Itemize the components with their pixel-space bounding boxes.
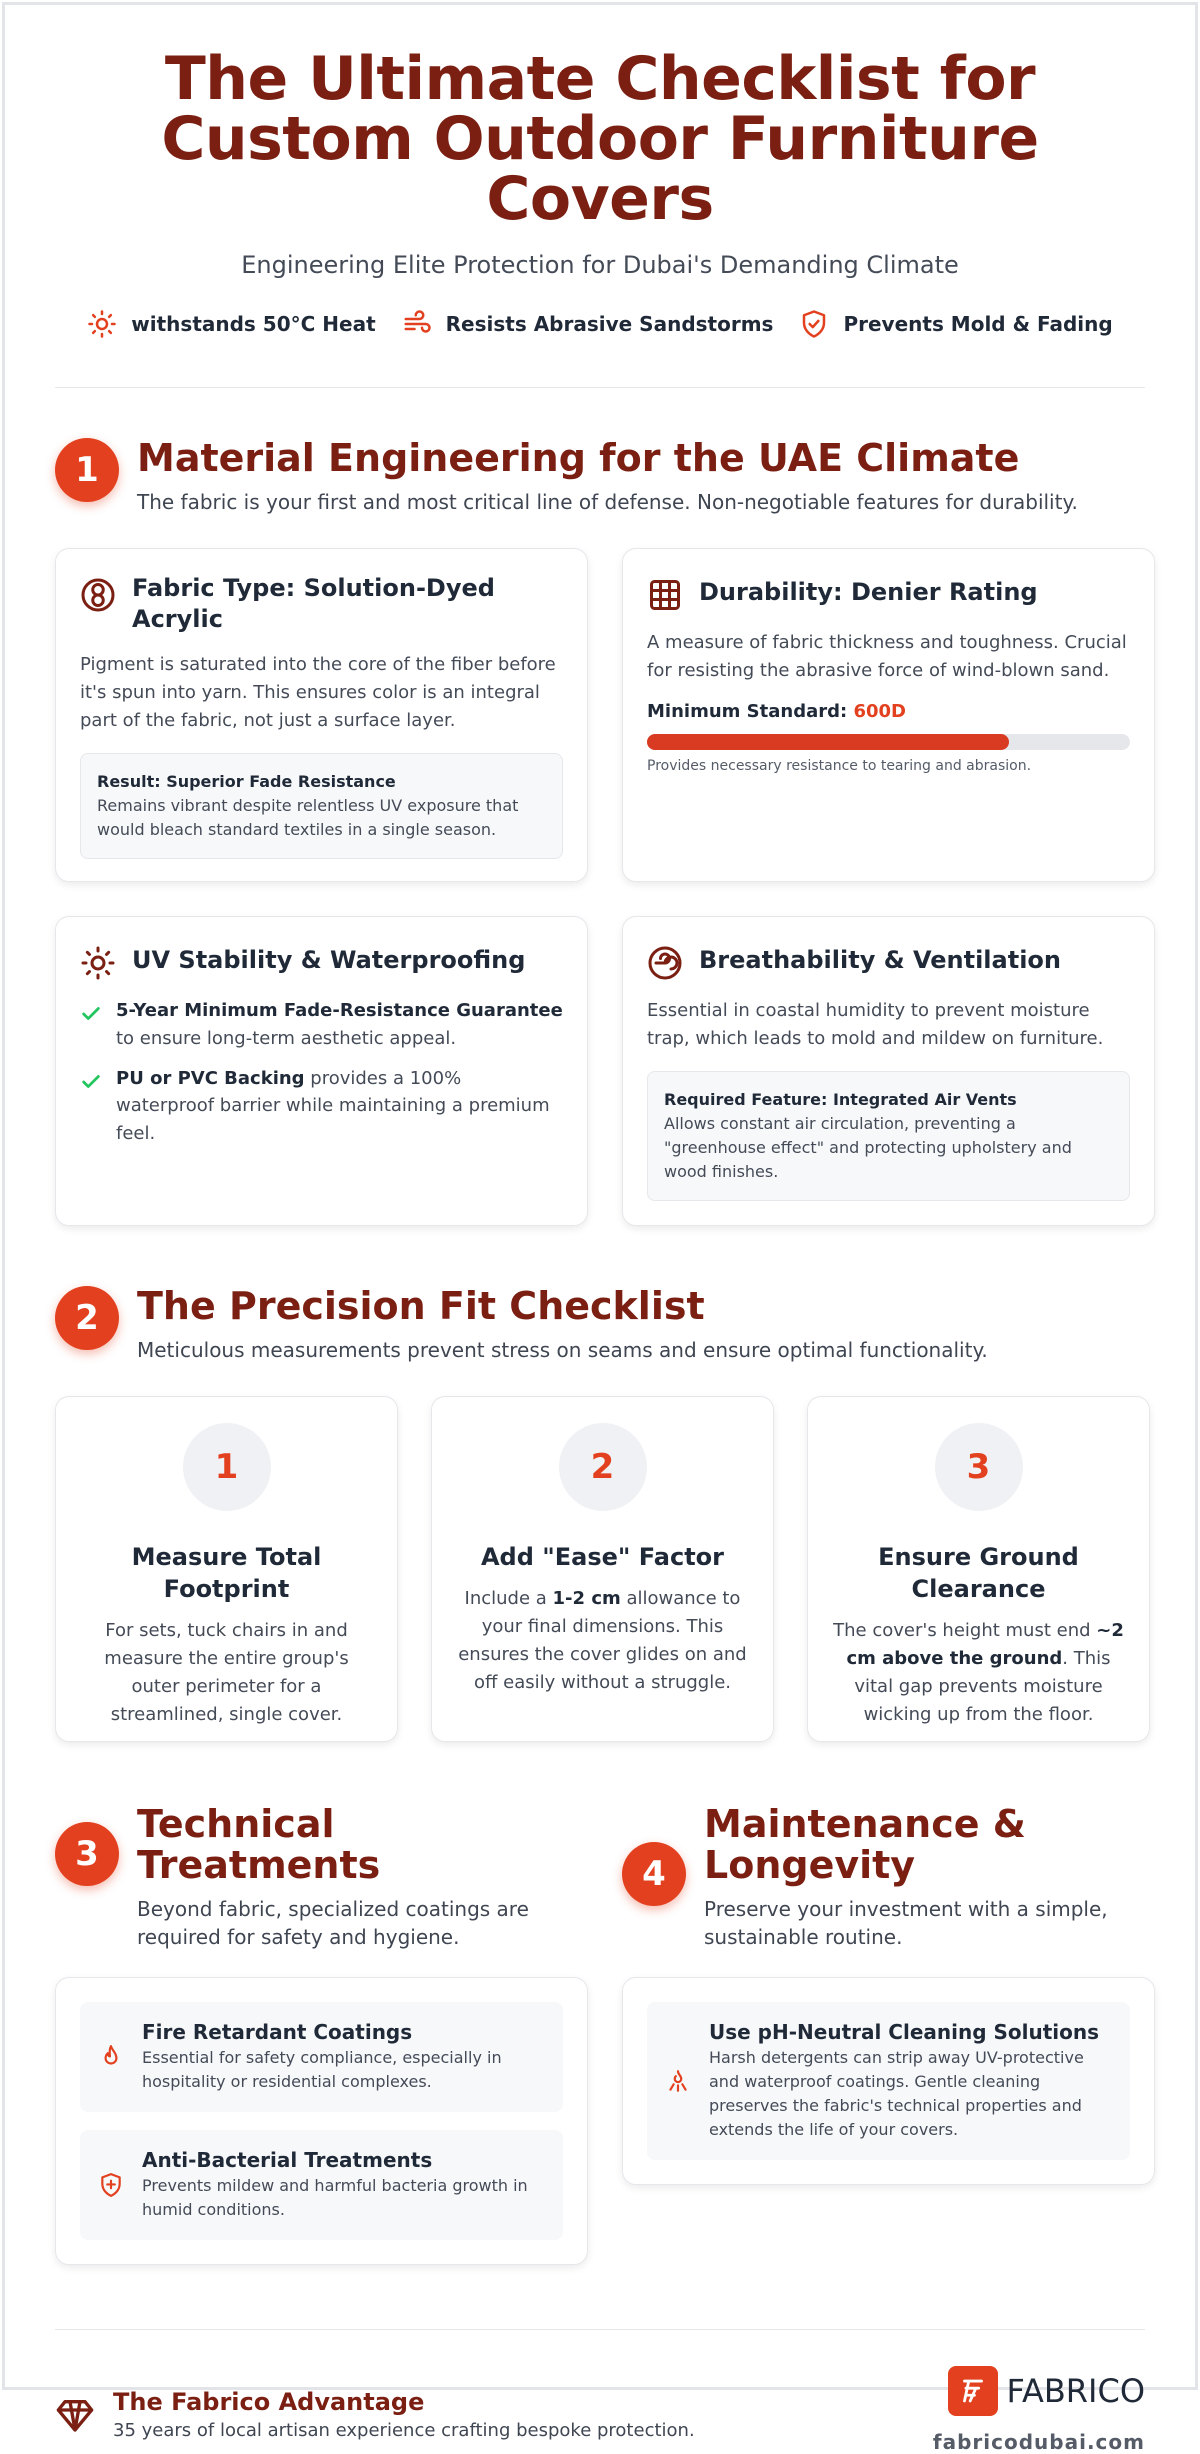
step-number: 3 [935, 1423, 1023, 1511]
footer [55, 2366, 1145, 2454]
footer-advantage [55, 2388, 695, 2441]
section-treatments [55, 1801, 588, 2266]
note-title: Required Feature: Integrated Air Vents [664, 1089, 1017, 1109]
item-bold: PU or PVC Backing [116, 1067, 305, 1089]
cleaning-icon [665, 2068, 691, 2094]
step-body: Include a 1-2 cm allowance to your final dimensions. This ensures the cover glides on and off easily without a struggle. [458, 1587, 747, 1693]
feature-heat [87, 309, 375, 339]
section-title: The Precision Fit Checklist [137, 1283, 705, 1328]
step-body: The cover's height must end ~2 cm above the ground. This vital gap prevents moisture wicking up from the floor. [833, 1620, 1124, 1726]
denier-meter-fill [647, 734, 1009, 750]
card-body: Pigment is saturated into the core of the fiber before it's spun into yarn. This ensures color is an integral part of the fabric, not just a surface layer. [80, 654, 556, 731]
section-description: The fabric is your first and most critical line of defense. Non-negotiable features for durability. [137, 489, 1078, 514]
section-description: Meticulous measurements prevent stress on seams and ensure optimal functionality. [137, 1337, 988, 1362]
treatment-body: Essential for safety compliance, especially in hospitality or residential complexes. [142, 2048, 502, 2092]
denier-card [622, 548, 1155, 882]
maintenance-title: Use pH-Neutral Cleaning Solutions [709, 2020, 1100, 2045]
logo-mark-icon [948, 2366, 998, 2416]
section-heading [55, 438, 1145, 516]
section-maintenance [622, 1801, 1155, 2266]
treatment-item [80, 2130, 563, 2240]
section-number-badge: 3 [55, 1822, 119, 1886]
min-label: Minimum Standard: [647, 700, 848, 722]
footer-subtitle: 35 years of local artisan experience crafting bespoke protection. [113, 2420, 695, 2442]
material-grid [55, 548, 1145, 1226]
section-title: Material Engineering for the UAE Climate [137, 436, 1020, 480]
step-card [55, 1396, 398, 1742]
card-title: Fabric Type: Solution-Dyed Acrylic [132, 573, 495, 633]
note-body: Remains vibrant despite relentless UV exposure that would bleach standard textiles in a single season. [97, 795, 519, 839]
item-bold: 5-Year Minimum Fade-Resistance Guarantee [116, 999, 563, 1021]
ventilation-icon [647, 945, 683, 981]
wind-icon [402, 309, 432, 339]
step-title: Add "Ease" Factor [480, 1542, 724, 1571]
meter-note: Provides necessary resistance to tearing and abrasion. [647, 757, 1032, 774]
treatments-maintenance [55, 1801, 1145, 2266]
feature-label: Prevents Mold & Fading [843, 312, 1113, 336]
result-note [80, 753, 563, 859]
required-feature-note [647, 1071, 1130, 1201]
section-number-badge: 4 [622, 1842, 686, 1906]
title-line-1: The Ultimate Checklist for [164, 44, 1036, 114]
fit-steps [55, 1396, 1145, 1742]
shield-check-icon [799, 309, 829, 339]
logo-text: FABRICO [1006, 2372, 1145, 2411]
breathability-card [622, 916, 1155, 1226]
section-heading [55, 1801, 588, 1952]
item-text: to ensure long-term aesthetic appeal. [116, 1027, 457, 1049]
feature-label: Resists Abrasive Sandstorms [445, 312, 774, 336]
section-heading [55, 1283, 1145, 1364]
fabric-icon [80, 577, 116, 613]
footer-title: The Fabrico Advantage [113, 2388, 425, 2417]
list-item [80, 1065, 563, 1149]
step-title: Ensure Ground Clearance [878, 1542, 1079, 1603]
step-card [807, 1396, 1150, 1742]
min-value: 600D [853, 700, 906, 722]
section-number-badge: 1 [55, 438, 119, 502]
card-title: Breathability & Ventilation [699, 946, 1061, 975]
section-description: Preserve your investment with a simple, sustainable routine. [704, 1897, 1108, 1950]
step-number: 2 [559, 1423, 647, 1511]
uv-card [55, 916, 588, 1226]
section-heading [622, 1801, 1155, 1952]
page-title [55, 44, 1145, 234]
fabrico-logo [933, 2366, 1145, 2416]
feature-sand [402, 309, 774, 339]
note-body: Allows constant air circulation, preventing a "greenhouse effect" and protecting upholstery and wood finishes. [664, 1113, 1072, 1181]
card-title: UV Stability & Waterproofing [132, 946, 526, 975]
title-line-2: Custom Outdoor Furniture Covers [161, 104, 1039, 234]
note-title: Result: Superior Fade Resistance [97, 771, 396, 791]
sun-icon [80, 945, 116, 981]
section-fit [55, 1283, 1145, 1742]
uv-checklist [80, 997, 563, 1148]
section-number-badge: 2 [55, 1286, 119, 1350]
list-item [80, 997, 563, 1053]
divider [55, 387, 1145, 388]
section-title: Technical Treatments [137, 1801, 381, 1888]
page-subtitle: Engineering Elite Protection for Dubai's Demanding Climate [241, 251, 959, 279]
feature-strip [55, 309, 1145, 339]
treatment-body: Prevents mildew and harmful bacteria growth in humid conditions. [142, 2176, 528, 2220]
maintenance-body: Harsh detergents can strip away UV-protective and waterproof coatings. Gentle cleaning preserves the fabric's technical properties and extends the life of your covers. [709, 2048, 1084, 2140]
step-title: Measure Total Footprint [131, 1542, 322, 1603]
section-title: Maintenance & Longevity [704, 1801, 1026, 1888]
grid-icon [647, 577, 683, 613]
treatment-title: Anti-Bacterial Treatments [142, 2148, 433, 2173]
flame-icon [98, 2044, 124, 2070]
card-body: Essential in coastal humidity to prevent moisture trap, which leads to mold and mildew on furniture. [647, 999, 1104, 1049]
sun-icon [87, 309, 117, 339]
section-description: Beyond fabric, specialized coatings are required for safety and hygiene. [137, 1897, 529, 1950]
hero [55, 5, 1145, 388]
website-link[interactable]: fabricodubai.com [932, 2430, 1145, 2454]
divider [55, 2329, 1145, 2330]
card-body: A measure of fabric thickness and toughness. Crucial for resisting the abrasive force of wind-blown sand. [647, 631, 1127, 681]
treatment-item [80, 2002, 563, 2112]
card-title: Durability: Denier Rating [699, 578, 1038, 607]
step-card [431, 1396, 774, 1742]
step-number: 1 [183, 1423, 271, 1511]
treatments-card [55, 1977, 588, 2265]
diamond-icon [55, 2395, 95, 2435]
feature-mold [799, 309, 1112, 339]
check-icon [80, 1003, 102, 1025]
maintenance-card [622, 1977, 1155, 2185]
treatment-title: Fire Retardant Coatings [142, 2020, 413, 2045]
infographic-page [2, 2, 1198, 2454]
denier-meter [647, 734, 1130, 750]
feature-label: withstands 50°C Heat [131, 312, 376, 336]
fabric-type-card [55, 548, 588, 882]
check-icon [80, 1071, 102, 1093]
item-text: provides a 100% waterproof barrier while maintaining a premium feel. [116, 1067, 550, 1145]
step-body: For sets, tuck chairs in and measure the entire group's outer perimeter for a streamlined, single cover. [104, 1620, 349, 1726]
maintenance-item [647, 2002, 1130, 2160]
minimum-standard [647, 701, 1130, 722]
section-material [55, 438, 1145, 1226]
shield-plus-icon [98, 2172, 124, 2198]
footer-brand [933, 2366, 1145, 2454]
